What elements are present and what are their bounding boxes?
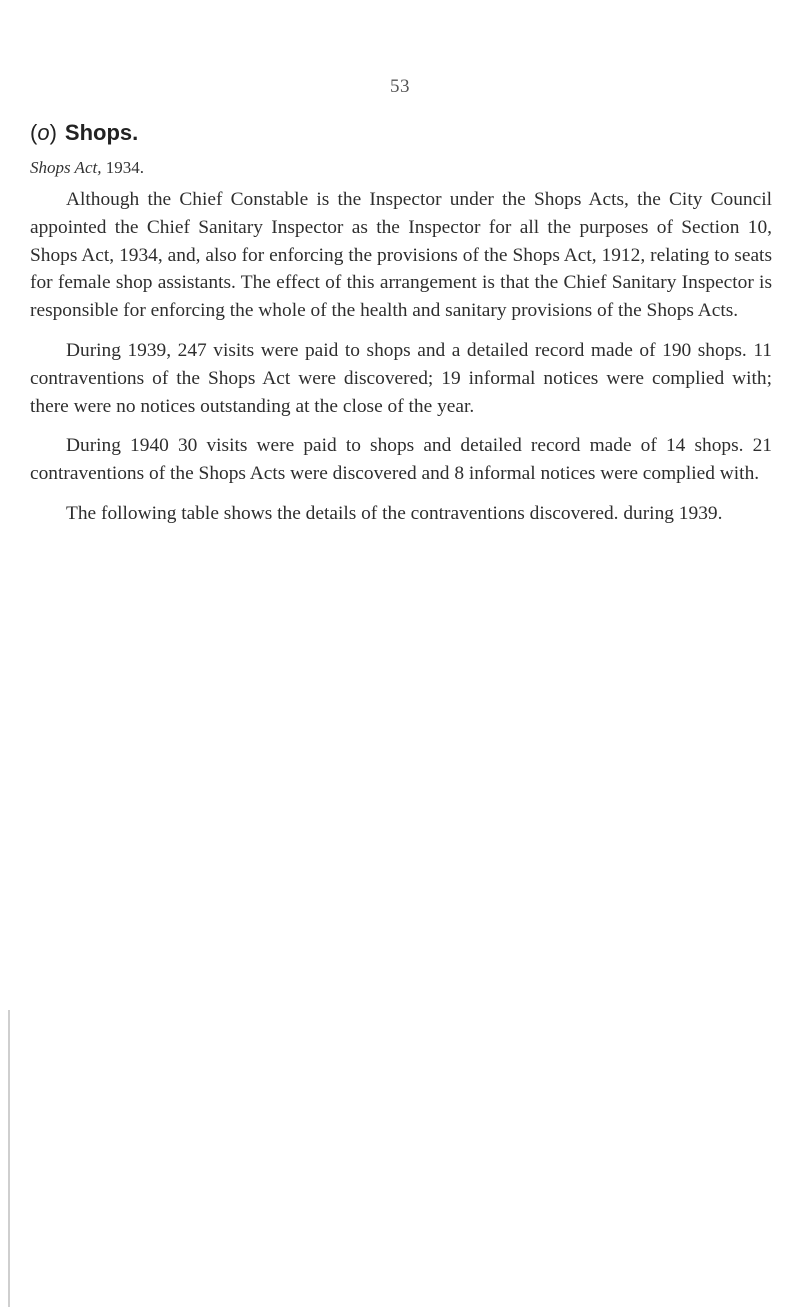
section-marker: (o)	[30, 120, 57, 145]
subheading-year: 1934.	[105, 158, 144, 177]
paragraph-table-intro: The following table shows the details of the contraventions discovered. during 1939.	[66, 502, 723, 524]
paragraph-inspector: Although the Chief Constable is the Inspector under the Shops Acts, the City Council appointed the Chief Sanitary Inspector as the Inspector for all the purposes of Section 10, Shops Act, 1934, and, also for enforcing the provisions of the Shops Act, 1912, relating to seats for female shop assistants. The effect of this arrangement is that the Chief Sanitary Inspector is responsible for enforcing the whole of the health and sanitary provisions of the Shops Acts.	[30, 189, 772, 322]
section-title: Shops.	[64, 120, 139, 145]
paragraph-1940: During 1940 30 visits were paid to shops and detailed record made of 14 shops. 21 contraventions of the Shops Acts were discovered and 8 informal notices were complied with.	[30, 435, 772, 485]
body-text	[30, 186, 772, 540]
paragraph-1939: During 1939, 247 visits were paid to shops and a detailed record made of 190 shops. 11 contraventions of the Shops Act were discovered; 19 informal notices were complied with; there were no notices outstanding at the close of the year.	[30, 339, 772, 417]
section-heading	[30, 120, 138, 146]
subheading	[30, 158, 144, 178]
page-number: 53	[390, 76, 410, 97]
scan-margin-line	[8, 1010, 10, 1307]
subheading-act: Shops Act,	[30, 158, 102, 177]
